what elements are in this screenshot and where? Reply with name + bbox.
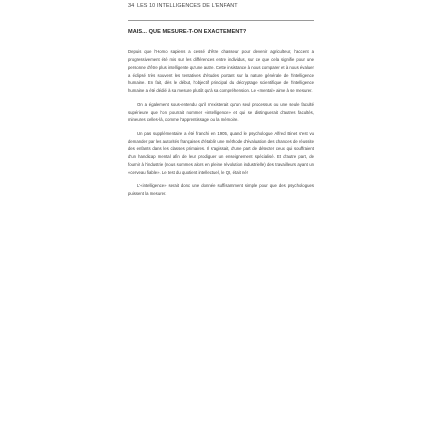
section-heading: MAIS... QUE MESURE-T-ON EXACTEMENT?: [128, 29, 247, 35]
paragraph-4: L'«intelligence» serait donc une donnée suffisamment simple pour que des psychologues puissent la mesurer.: [128, 183, 314, 197]
body-text: [128, 48, 314, 198]
running-title: LES 10 INTELLIGENCES DE L'ENFANT: [137, 3, 238, 9]
paragraph-3: Un pas supplémentaire a été franchi en 1905, quand le psychologue Alfred Binet s'est vu demander par les autorités françaises d'établir une méthode d'évaluation des chances de réussite des enfants dans les classes primaires. Il s'agissait, d'une part de détecter ceux qui souffraient d'un handicap mental afin de leur prodiguer un enseignement spécialisé. Et d'autre part, de fournir à l'industrie (nous sommes alors en pleine révolution industrielle) des travailleurs ayant un «cerveau fiable». Le test du quotient intellectuel, le QI, était né!: [128, 130, 314, 175]
paragraph-1: Depuis que l'Homo sapiens a cessé d'être chasseur pour devenir agriculteur, l'accent a progressivement été mis sur les différences entre individus, sur ce que cela signifie pour une personne d'être plus intelligente qu'une autre. Cette insistance à nous comparer et à nous évaluer a éclipsé très souvent les tentatives d'études portant sur la nature générale de l'intelligence humaine. En fait, dès le début, l'objectif principal du décryptage scientifique de l'intelligence humaine a été dédié à sa mesure plutôt qu'à sa compréhension. Le «mental» aime à se mesurer.: [128, 49, 314, 94]
page-number: 34: [128, 3, 135, 9]
paragraph-2: On a également sous-entendu qu'il n'existerait qu'un seul processus ou une seule faculté supérieure que l'on pourrait nommer «intelligence» et qui se distinguerait d'autres facultés, mineures celles-là, comme l'apprentissage ou la mémoire.: [128, 101, 314, 123]
page-header: [128, 0, 314, 21]
